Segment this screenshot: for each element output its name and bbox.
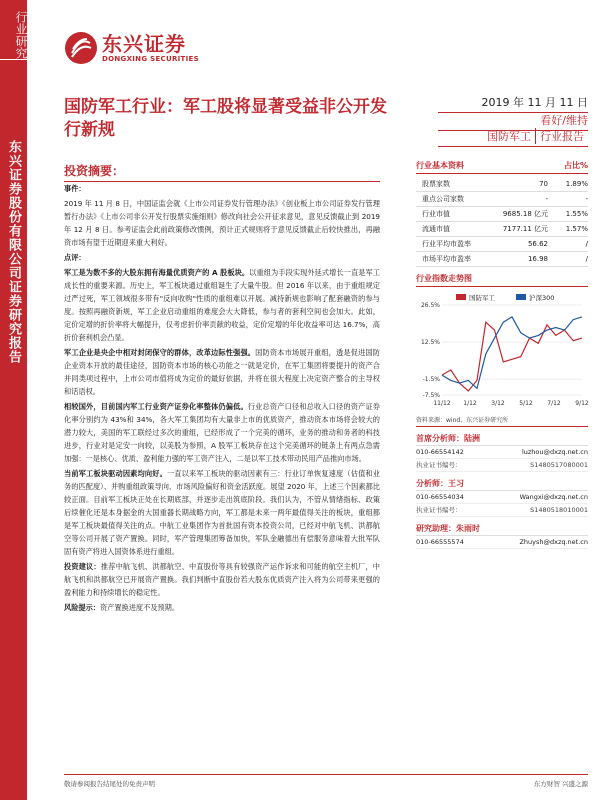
analyst-email[interactable]: Wangxi@dxzq.net.cn bbox=[519, 493, 588, 501]
row-pct: / bbox=[585, 255, 588, 263]
row-key: 行业平均市盈率 bbox=[422, 240, 471, 248]
y-tick-label: -7.5% bbox=[422, 392, 440, 399]
index-chart bbox=[416, 291, 588, 413]
tag-type: 行业报告 bbox=[535, 128, 588, 144]
y-tick-label: -1.5% bbox=[422, 376, 440, 384]
p3-text: 行业总资产口径和总收入口径的资产证券化率分别约为 43%和 34%，各大军工集团均有大量非上市的优质资产，推动资本市场将会较大的潜力较大，美国的军工联经过多次的重组，已经形成了一个完美的循环，业务的推动和务者的科技进步，行业对是定安一向较，以美股为参照，A 股军工板块存在这个完美循环的链条上有两点急需加强：一是核心、优质、盈利能力强的军工资产注入，二是以军工技术带动民用产品推向市场。 bbox=[64, 402, 380, 463]
analyst-email[interactable]: Zhuysh@dxzq.net.cn bbox=[519, 538, 588, 546]
advice-label: 投资建议： bbox=[64, 562, 101, 571]
x-tick-label: 3/12 bbox=[491, 400, 505, 407]
sidebar-company: 东兴证券股份有限公司证券研究报告 bbox=[6, 140, 21, 364]
analyst-contact bbox=[416, 491, 588, 504]
cert-number: S1480517080001 bbox=[530, 461, 588, 469]
analyst-contact bbox=[416, 536, 588, 549]
report-date: 2019 年 11 月 11 日 bbox=[438, 94, 588, 113]
p2-text: 国防资本市场展开重组，透是促进国防企业资本开放的最佳途径，国防资本市场的核心功能之一就是定价，在军工集团将要提升的资产合并同类项过程中，上市公司市值将成为定价的最好依据，并将在很大程度上决定资产整合的主导权和话语权。 bbox=[64, 348, 380, 396]
summary-body bbox=[64, 182, 380, 616]
x-tick-label: 5/12 bbox=[519, 400, 533, 407]
right-column bbox=[416, 160, 588, 549]
x-tick-label: 9/12 bbox=[575, 400, 588, 407]
logo-name-cn: 东兴证券 bbox=[102, 32, 186, 56]
table-row bbox=[416, 207, 588, 222]
event-text: 2019 年 11 月 8 日，中国证监会就《上市公司证券发行管理办法》《创业板上市公司证券发行管理暂行办法》《上市公司非公开发行股票实施细则》修改向社会公开征求意见，意见反馈截止到 2019 年 12 月 8 日。参考证监会此前政策修改惯例，预计正式规则将于意见反馈截止后较快推出，再融资市场有望于近期迎来重大利好。 bbox=[64, 199, 380, 247]
comment-label: 点评： bbox=[64, 253, 86, 262]
analyst-phone: 010-66554142 bbox=[416, 448, 464, 456]
legend-label: 沪深300 bbox=[529, 294, 555, 302]
report-tags bbox=[438, 126, 588, 147]
risk-label: 风险提示： bbox=[64, 603, 100, 612]
y-tick-label: 26.5% bbox=[420, 302, 440, 309]
row-pct: 1.55% bbox=[565, 210, 588, 218]
analyst-phone: 010-66555574 bbox=[416, 538, 464, 546]
analyst-role: 分析师：王习 bbox=[416, 478, 588, 491]
table-row bbox=[416, 237, 588, 252]
logo-name-en: DONGXING SECURITIES bbox=[102, 55, 199, 63]
row-key: 市场平均市盈率 bbox=[422, 255, 471, 263]
footer-slogan: 东方财智 兴盛之源 bbox=[533, 780, 588, 788]
chart-heading: 行业指数走势图 bbox=[416, 273, 588, 287]
legend-swatch bbox=[456, 294, 466, 300]
p2-bold: 军工企业是央企中相对封闭保守的群体，改革边际性强强。 bbox=[64, 348, 256, 357]
x-tick-label: 1/12 bbox=[463, 400, 477, 407]
cert-label: 执业证书编号： bbox=[416, 461, 462, 469]
industry-data-pct-col: 占比% bbox=[563, 161, 588, 170]
analyst-block-1 bbox=[416, 478, 588, 517]
analyst-block-0 bbox=[416, 433, 588, 472]
row-key: 行业市值 bbox=[422, 210, 450, 218]
risk-text: 资产置换进度不及预期。 bbox=[99, 603, 180, 612]
table-row bbox=[416, 252, 588, 267]
chart-source: 资料来源：wind、东兴证券研究所 bbox=[416, 415, 588, 427]
p4-text: 一直以来军工板块的驱动因素有三：行业订单恢复速度（估值和业务的匹配度）、并购重组政策导向、市场风险偏好和资金活跃度。展望 2020 年，上述三个因素都比较正面。目前军工板块正处在长期底部，并逐步走出筑底阶段。我们认为，不管从情绪指标、政策后续催化还是本身据金的大国重器长期战略方向，军工都是未来一两年最值得关注的板块，重组都是军工板块最值得关注的点。中航工业集团作为首批国有资本投资公司，已经对中航飞机、洪都航空等公司开展了资产置换。同时，军产管理集团筹备加快，军队金融德出有偿服务意味着大批军队固有资产将进入国资体系进行重组。 bbox=[64, 469, 380, 556]
row-key: 重点公司家数 bbox=[422, 195, 464, 203]
row-pct: 1.89% bbox=[565, 180, 588, 188]
analyst-phone: 010-66554034 bbox=[416, 493, 464, 501]
legend-swatch bbox=[516, 294, 526, 300]
row-value: 9685.18 亿元 bbox=[502, 210, 548, 218]
row-value: 56.62 bbox=[527, 240, 548, 248]
p4-bold: 当前军工板块驱动因素均向好。 bbox=[64, 469, 167, 478]
analyst-role: 首席分析师：陆洲 bbox=[416, 433, 588, 446]
row-pct: / bbox=[585, 240, 588, 248]
series-line bbox=[442, 317, 582, 389]
table-row bbox=[416, 222, 588, 237]
analyst-cert bbox=[416, 504, 588, 517]
row-key: 股票家数 bbox=[422, 180, 450, 188]
p1-text: 以重组为手段实现外延式增长一直是军工成长性的重要来源。历史上，军工板块通过重组诞生了大量牛股。但 2016 年以来，由于重组规定过严过死，军工领域很多带有"反向收购"性质的重组难以开展。减持新规也影响了配套融资的参与度。按照再融资新规，军工企业启动重组的难度会大大降低，参与者的套利空间也会加大。此如，定价定增的折价率将大幅提升，仅考虑折价率贡献的收益，定价定增的年化收益率可达 16.7%，高折价套利机会凸显。 bbox=[64, 268, 380, 342]
analyst-cert bbox=[416, 459, 588, 472]
y-tick-label: 12.5% bbox=[420, 339, 440, 347]
company-logo bbox=[64, 28, 199, 68]
row-value: 70 bbox=[539, 180, 548, 188]
footer bbox=[64, 774, 588, 788]
analyst-block-2 bbox=[416, 523, 588, 549]
x-tick-label: 7/12 bbox=[547, 400, 561, 407]
table-row bbox=[416, 192, 588, 207]
rating-badge: 看好/维持 bbox=[438, 110, 588, 131]
p1-bold: 军工是为数不多的大股东拥有海量优质资产的 A 股板块。 bbox=[64, 268, 250, 277]
event-label: 事件： bbox=[64, 184, 86, 193]
analyst-role: 研究助理：朱雨时 bbox=[416, 523, 588, 536]
cert-number: S1480518010001 bbox=[530, 506, 588, 514]
legend-label: 国防军工 bbox=[469, 294, 495, 302]
row-pct: - bbox=[585, 195, 588, 203]
analyst-contact bbox=[416, 446, 588, 459]
industry-data-header bbox=[416, 160, 588, 174]
row-value: - bbox=[545, 195, 548, 203]
sidebar bbox=[0, 0, 27, 800]
row-value: 16.98 bbox=[527, 255, 548, 263]
industry-data-heading: 行业基本资料 bbox=[416, 161, 464, 170]
row-key: 流通市值 bbox=[422, 225, 450, 233]
p3-bold: 相较国外，目前国内军工行业资产证券化率整体仍偏低。 bbox=[64, 402, 248, 411]
analyst-email[interactable]: luzhou@dxzq.net.cn bbox=[521, 448, 588, 456]
report-title: 国防军工行业：军工股将显著受益非公开发行新规 bbox=[64, 97, 387, 140]
row-pct: 1.57% bbox=[565, 225, 588, 233]
tag-industry: 国防军工 bbox=[487, 130, 531, 143]
industry-data-table bbox=[416, 177, 588, 267]
sidebar-category: 行业研究 bbox=[0, 4, 27, 60]
index-chart-svg bbox=[416, 291, 588, 409]
x-tick-label: 11/12 bbox=[433, 400, 451, 407]
footer-disclaimer: 敬请参阅报告结尾处的免责声明 bbox=[64, 780, 155, 788]
logo-emblem-icon bbox=[64, 31, 98, 65]
summary-heading: 投资摘要： bbox=[64, 162, 380, 182]
cert-label: 执业证书编号： bbox=[416, 506, 462, 514]
advice-text: 推荐中航飞机、洪都航空、中直股份等具有较强资产运作诉求和可能的航空主机厂，中航飞机和洪都航空已开展资产置换。我们判断中直股份若大股东优质资产注入将为公司带来更强的盈利能力和持续增长的稳定性。 bbox=[64, 562, 380, 597]
table-row bbox=[416, 177, 588, 192]
row-value: 7177.11 亿元 bbox=[502, 225, 548, 233]
series-line bbox=[442, 322, 582, 391]
